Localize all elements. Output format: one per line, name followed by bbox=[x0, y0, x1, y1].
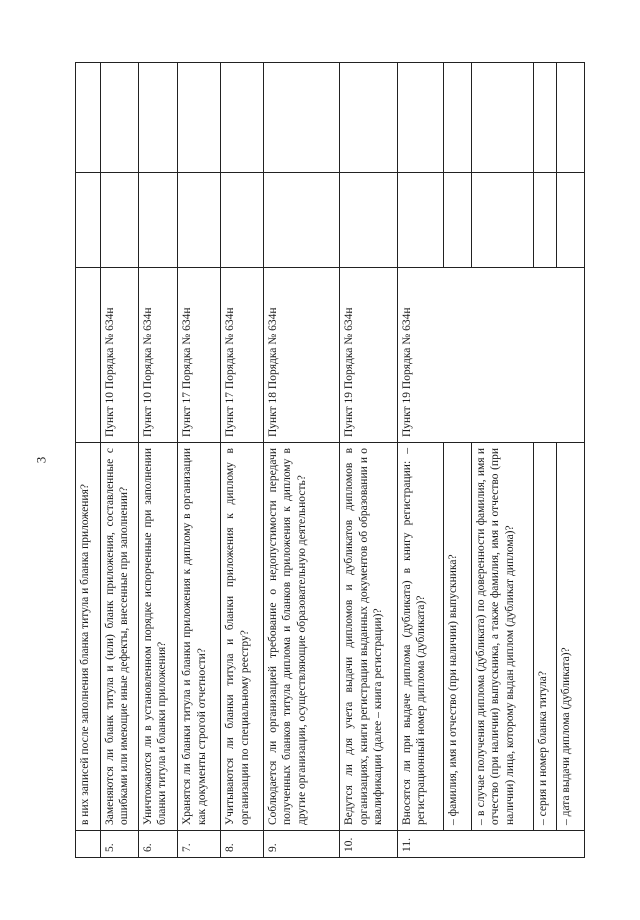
reference-cell: Пункт 17 Порядка № 634н bbox=[178, 268, 221, 443]
answer-cell bbox=[397, 173, 443, 268]
table-row bbox=[397, 63, 443, 858]
page-number: 3 bbox=[33, 456, 49, 464]
sub-question-cell: – в случае получения диплома (дубликата) по доверенности фамилия, имя и отчество (при наличии) выпускника, а также фамилия, имя и отчество (при наличии) лица, которому выдан диплом (дубликат диплома)? bbox=[472, 443, 534, 831]
question-cell: Хранятся ли бланки титула и бланки приложения к диплому в организации как документы строгой отчетности? bbox=[178, 443, 221, 831]
note-cell bbox=[138, 63, 178, 173]
answer-cell bbox=[472, 173, 534, 268]
row-number-cell: 10. bbox=[340, 831, 397, 858]
sub-question-cell: – серия и номер бланка титула? bbox=[533, 443, 556, 831]
checklist-table bbox=[75, 62, 585, 858]
question-cell: Учитываются ли бланки титула и бланки приложения к диплому в организации по специальному реестру? bbox=[221, 443, 264, 831]
table-row bbox=[533, 63, 556, 858]
table-row bbox=[443, 63, 471, 858]
question-cell: Уничтожаются ли в установленном порядке испорченные при заполнении бланки титула и бланки приложения? bbox=[138, 443, 178, 831]
question-cell: Ведутся ли для учета выдачи дипломов и дубликатов дипломов в организациях, книги регистрации выданных документов об образовании и о квалификации (далее – книга регистрации)? bbox=[340, 443, 397, 831]
note-cell bbox=[533, 63, 556, 173]
answer-cell bbox=[138, 173, 178, 268]
question-cell: Заменяются ли бланк титула и (или) бланк приложения, составленные с ошибками или имеющие иные дефекты, внесенные при заполнении? bbox=[101, 443, 139, 831]
question-cell: в них записей после заполнения бланка титула и бланка приложения? bbox=[76, 443, 101, 831]
answer-cell bbox=[221, 173, 264, 268]
note-cell bbox=[397, 63, 443, 173]
table-row bbox=[340, 63, 397, 858]
row-number-cell bbox=[76, 831, 101, 858]
reference-cell: Пункт 10 Порядка № 634н bbox=[101, 268, 139, 443]
table-row bbox=[264, 63, 340, 858]
reference-cell: Пункт 19 Порядка № 634н bbox=[397, 268, 584, 443]
note-cell bbox=[443, 63, 471, 173]
reference-cell: Пункт 10 Порядка № 634н bbox=[138, 268, 178, 443]
sub-question-cell: – фамилия, имя и отчество (при наличии) выпускника? bbox=[443, 443, 471, 831]
answer-cell bbox=[443, 173, 471, 268]
question-cell: Вносятся ли при выдаче диплома (дубликата) в книгу регистрации: – регистрационный номер диплома (дубликата)? bbox=[397, 443, 443, 831]
row-number-cell: 8. bbox=[221, 831, 264, 858]
note-cell bbox=[472, 63, 534, 173]
reference-cell: Пункт 19 Порядка № 634н bbox=[340, 268, 397, 443]
note-cell bbox=[264, 63, 340, 173]
table-row bbox=[556, 63, 584, 858]
sub-question-cell: – дата выдачи диплома (дубликата)? bbox=[556, 443, 584, 831]
answer-cell bbox=[533, 173, 556, 268]
note-cell bbox=[76, 63, 101, 173]
answer-cell bbox=[101, 173, 139, 268]
note-cell bbox=[556, 63, 584, 173]
row-number-cell: 6. bbox=[138, 831, 178, 858]
row-number-cell: 7. bbox=[178, 831, 221, 858]
table-row bbox=[472, 63, 534, 858]
question-cell: Соблюдается ли организацией требование о недопустимости передачи полученных бланков титула диплома и бланков приложения к диплому в другие организации, осуществляющие образовательную деятельность? bbox=[264, 443, 340, 831]
note-cell bbox=[178, 63, 221, 173]
reference-cell bbox=[76, 268, 101, 443]
answer-cell bbox=[264, 173, 340, 268]
table-row bbox=[178, 63, 221, 858]
table-row bbox=[76, 63, 101, 858]
answer-cell bbox=[178, 173, 221, 268]
answer-cell bbox=[556, 173, 584, 268]
row-number-cell: 9. bbox=[264, 831, 340, 858]
answer-cell bbox=[76, 173, 101, 268]
table-row bbox=[221, 63, 264, 858]
checklist-sheet bbox=[75, 63, 585, 858]
reference-cell: Пункт 18 Порядка № 634н bbox=[264, 268, 340, 443]
answer-cell bbox=[340, 173, 397, 268]
note-cell bbox=[221, 63, 264, 173]
reference-cell: Пункт 17 Порядка № 634н bbox=[221, 268, 264, 443]
note-cell bbox=[340, 63, 397, 173]
row-number-cell: 11. bbox=[397, 831, 584, 858]
table-row bbox=[138, 63, 178, 858]
table-row bbox=[101, 63, 139, 858]
note-cell bbox=[101, 63, 139, 173]
row-number-cell: 5. bbox=[101, 831, 139, 858]
